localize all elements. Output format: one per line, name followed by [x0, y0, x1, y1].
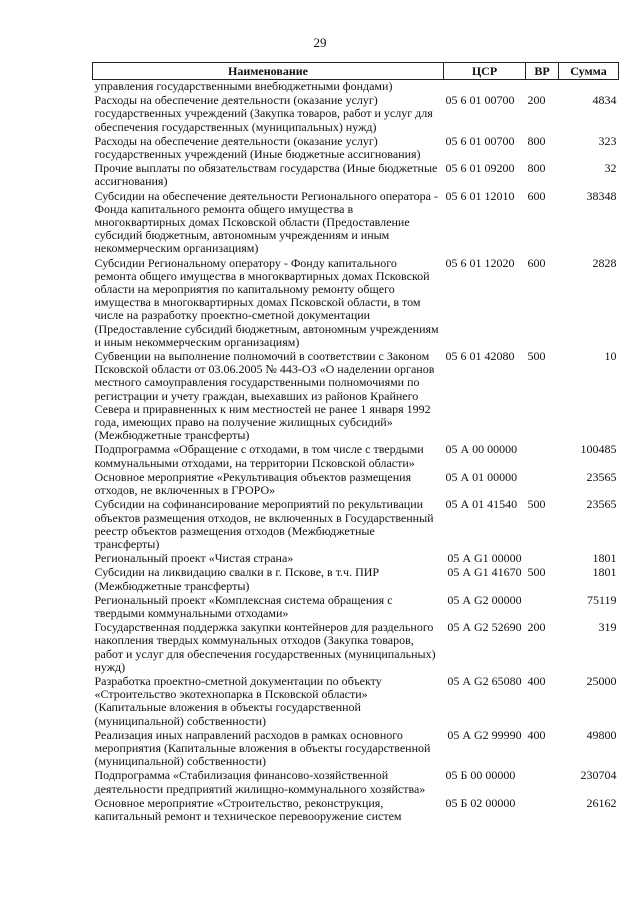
row-csr: 05 Б 02 00000 — [445, 795, 516, 810]
row-vr — [526, 769, 559, 796]
row-sum: 1801 — [592, 565, 617, 580]
row-name: Подпрограмма «Обращение с отходами, в том числе с твердыми коммунальными отходами, на территории Псковской области» — [94, 442, 424, 470]
row-sum: 38348 — [586, 188, 617, 203]
row-csr — [444, 80, 526, 95]
row-vr: 400 — [527, 673, 546, 688]
row-name: Подпрограмма «Стабилизация финансово-хозяйственной деятельности предприятий жилищно-коммунального хозяйства» — [94, 768, 426, 796]
table-row — [93, 594, 619, 621]
table-row — [93, 190, 619, 257]
table-row — [93, 350, 619, 443]
table-row — [93, 566, 619, 593]
row-sum: 49800 — [586, 727, 617, 742]
row-sum: 1801 — [592, 551, 617, 566]
row-csr: 05 А G2 52690 — [447, 620, 522, 635]
header-sum: Сумма — [559, 63, 619, 80]
table-row — [93, 675, 619, 729]
row-vr — [526, 797, 559, 824]
table-row — [93, 621, 619, 675]
row-csr: 05 А G2 99990 — [447, 727, 522, 742]
row-vr: 400 — [527, 727, 546, 742]
table-row — [93, 162, 619, 189]
row-name: Государственная поддержка закупки контейнеров для раздельного накопления твердых коммунальных отходов (Закупка товаров, работ и услуг для обеспечения государственных (муниципальных) нужд) — [94, 620, 436, 674]
table-row — [93, 94, 619, 135]
row-name: Расходы на обеспечение деятельности (оказание услуг) государственных учреждений (Закупка товаров, работ и услуг для обеспечения государственных (муниципальных) нужд) — [94, 93, 433, 134]
row-csr: 05 А G1 00000 — [447, 551, 522, 566]
row-name: Основное мероприятие «Рекультивация объектов размещения отходов, не включенных в ГРОРО» — [94, 469, 412, 498]
row-vr: 800 — [527, 133, 546, 148]
row-name: Субсидии Региональному оператору - Фонду капитального ремонта общего имущества в многоквартирных домах Псковской области на мероприятия по капитальному ремонту общего имущества в многоквартирных домах Псковской области, в том числе на разработку проектно-сметной документации (Предоставление субсидий бюджетным, автономным учреждениям и иным некоммерческим организациям) — [94, 255, 439, 349]
row-sum — [559, 80, 619, 95]
row-csr: 05 6 01 00700 — [445, 93, 515, 108]
row-name: Субвенции на выполнение полномочий в соответствии с Законом Псковской области от 03.06.2005 № 443-ОЗ «О наделении органов местного самоуправления государственными полномочиями по регистрации и учету граждан, выехавших из районов Крайнего Севера и приравненных к ним местностей не ранее 1 января 1992 года, имеющих право на получение жилищных субсидий» (Межбюджетные трансферты) — [94, 349, 435, 443]
row-csr: 05 6 01 12010 — [445, 188, 515, 203]
row-name: управления государственными внебюджетными фондами) — [94, 79, 393, 93]
row-sum: 23565 — [586, 469, 617, 484]
table-row — [93, 443, 619, 470]
row-csr: 05 А 01 00000 — [445, 469, 518, 484]
row-csr: 05 А G2 00000 — [447, 592, 522, 607]
row-sum: 75119 — [586, 592, 617, 607]
row-sum: 23565 — [586, 497, 617, 512]
row-name: Региональный проект «Чистая страна» — [94, 551, 294, 566]
header-row — [93, 63, 619, 80]
page-number: 29 — [313, 35, 327, 50]
row-vr: 600 — [527, 255, 546, 270]
row-vr: 600 — [527, 188, 546, 203]
row-vr: 500 — [527, 497, 546, 512]
row-csr: 05 А 01 41540 — [445, 497, 518, 512]
row-name: Основное мероприятие «Строительство, реконструкция, капитальный ремонт и техническое перевооружение систем — [94, 795, 402, 823]
row-sum: 2828 — [592, 255, 617, 270]
row-sum: 4834 — [592, 93, 617, 108]
row-sum: 323 — [598, 133, 617, 148]
row-name: Расходы на обеспечение деятельности (оказание услуг) государственных учреждений (Иные бюджетные ассигнования) — [94, 133, 421, 162]
row-sum: 25000 — [586, 673, 617, 688]
row-csr: 05 Б 00 00000 — [445, 768, 516, 783]
header-name: Наименование — [93, 63, 444, 80]
table-row — [93, 135, 619, 162]
row-sum: 32 — [604, 161, 617, 176]
budget-table — [92, 62, 619, 824]
row-sum: 230704 — [580, 768, 617, 783]
row-vr: 500 — [527, 349, 546, 364]
row-name: Субсидии на ликвидацию свалки в г. Пскове, в т.ч. ПИР (Межбюджетные трансферты) — [94, 565, 380, 593]
row-name: Разработка проектно-сметной документации по объекту «Строительство экотехнопарка в Псковской области» (Капитальные вложения в объекты государственной (муниципальной) собственности) — [94, 673, 382, 728]
row-vr — [526, 552, 559, 566]
table-body — [93, 80, 619, 825]
table-row — [93, 769, 619, 796]
row-vr: 800 — [527, 161, 546, 176]
row-name: Региональный проект «Комплексная система обращения с твердыми коммунальными отходами» — [94, 592, 393, 620]
table-row — [93, 729, 619, 770]
row-csr: 05 А 00 00000 — [445, 442, 518, 457]
row-csr: 05 6 01 12020 — [445, 255, 515, 270]
table-row — [93, 498, 619, 552]
row-vr: 200 — [527, 620, 546, 635]
row-sum: 100485 — [580, 442, 617, 457]
table-row — [93, 552, 619, 566]
row-sum: 319 — [598, 620, 617, 635]
row-name: Прочие выплаты по обязательствам государства (Иные бюджетные ассигнования) — [94, 161, 438, 189]
row-vr — [526, 594, 559, 621]
row-vr: 500 — [527, 565, 546, 580]
row-vr — [526, 471, 559, 498]
row-name: Субсидии на обеспечение деятельности Регионального оператора - Фонда капитального ремонта общего имущества в многоквартирных домах Псковской области (Предоставление субсидий бюджетным, автономным учреждениям и иным некоммерческим организациям) — [94, 188, 438, 256]
row-sum: 10 — [604, 349, 617, 364]
table-row — [93, 80, 619, 95]
row-vr — [526, 443, 559, 470]
row-csr: 05 6 01 42080 — [445, 349, 515, 364]
header-vr: ВР — [526, 63, 559, 80]
table-row — [93, 471, 619, 498]
row-vr: 200 — [527, 93, 546, 108]
row-csr: 05 6 01 00700 — [445, 133, 515, 148]
table-row — [93, 797, 619, 824]
row-sum: 26162 — [586, 795, 617, 810]
header-csr: ЦСР — [444, 63, 526, 80]
row-name: Субсидии на софинансирование мероприятий по рекультивации объектов размещения отходов, не включенных в Государственный реестр объектов размещения отходов (Межбюджетные трансферты) — [94, 497, 434, 551]
row-name: Реализация иных направлений расходов в рамках основного мероприятия (Капитальные вложения в объекты государственной (муниципальной) собственности) — [94, 727, 431, 769]
table-row — [93, 257, 619, 350]
row-csr: 05 А G2 65080 — [447, 673, 522, 688]
row-vr — [526, 80, 559, 95]
row-csr: 05 6 01 09200 — [445, 161, 515, 176]
row-csr: 05 А G1 41670 — [447, 565, 522, 580]
